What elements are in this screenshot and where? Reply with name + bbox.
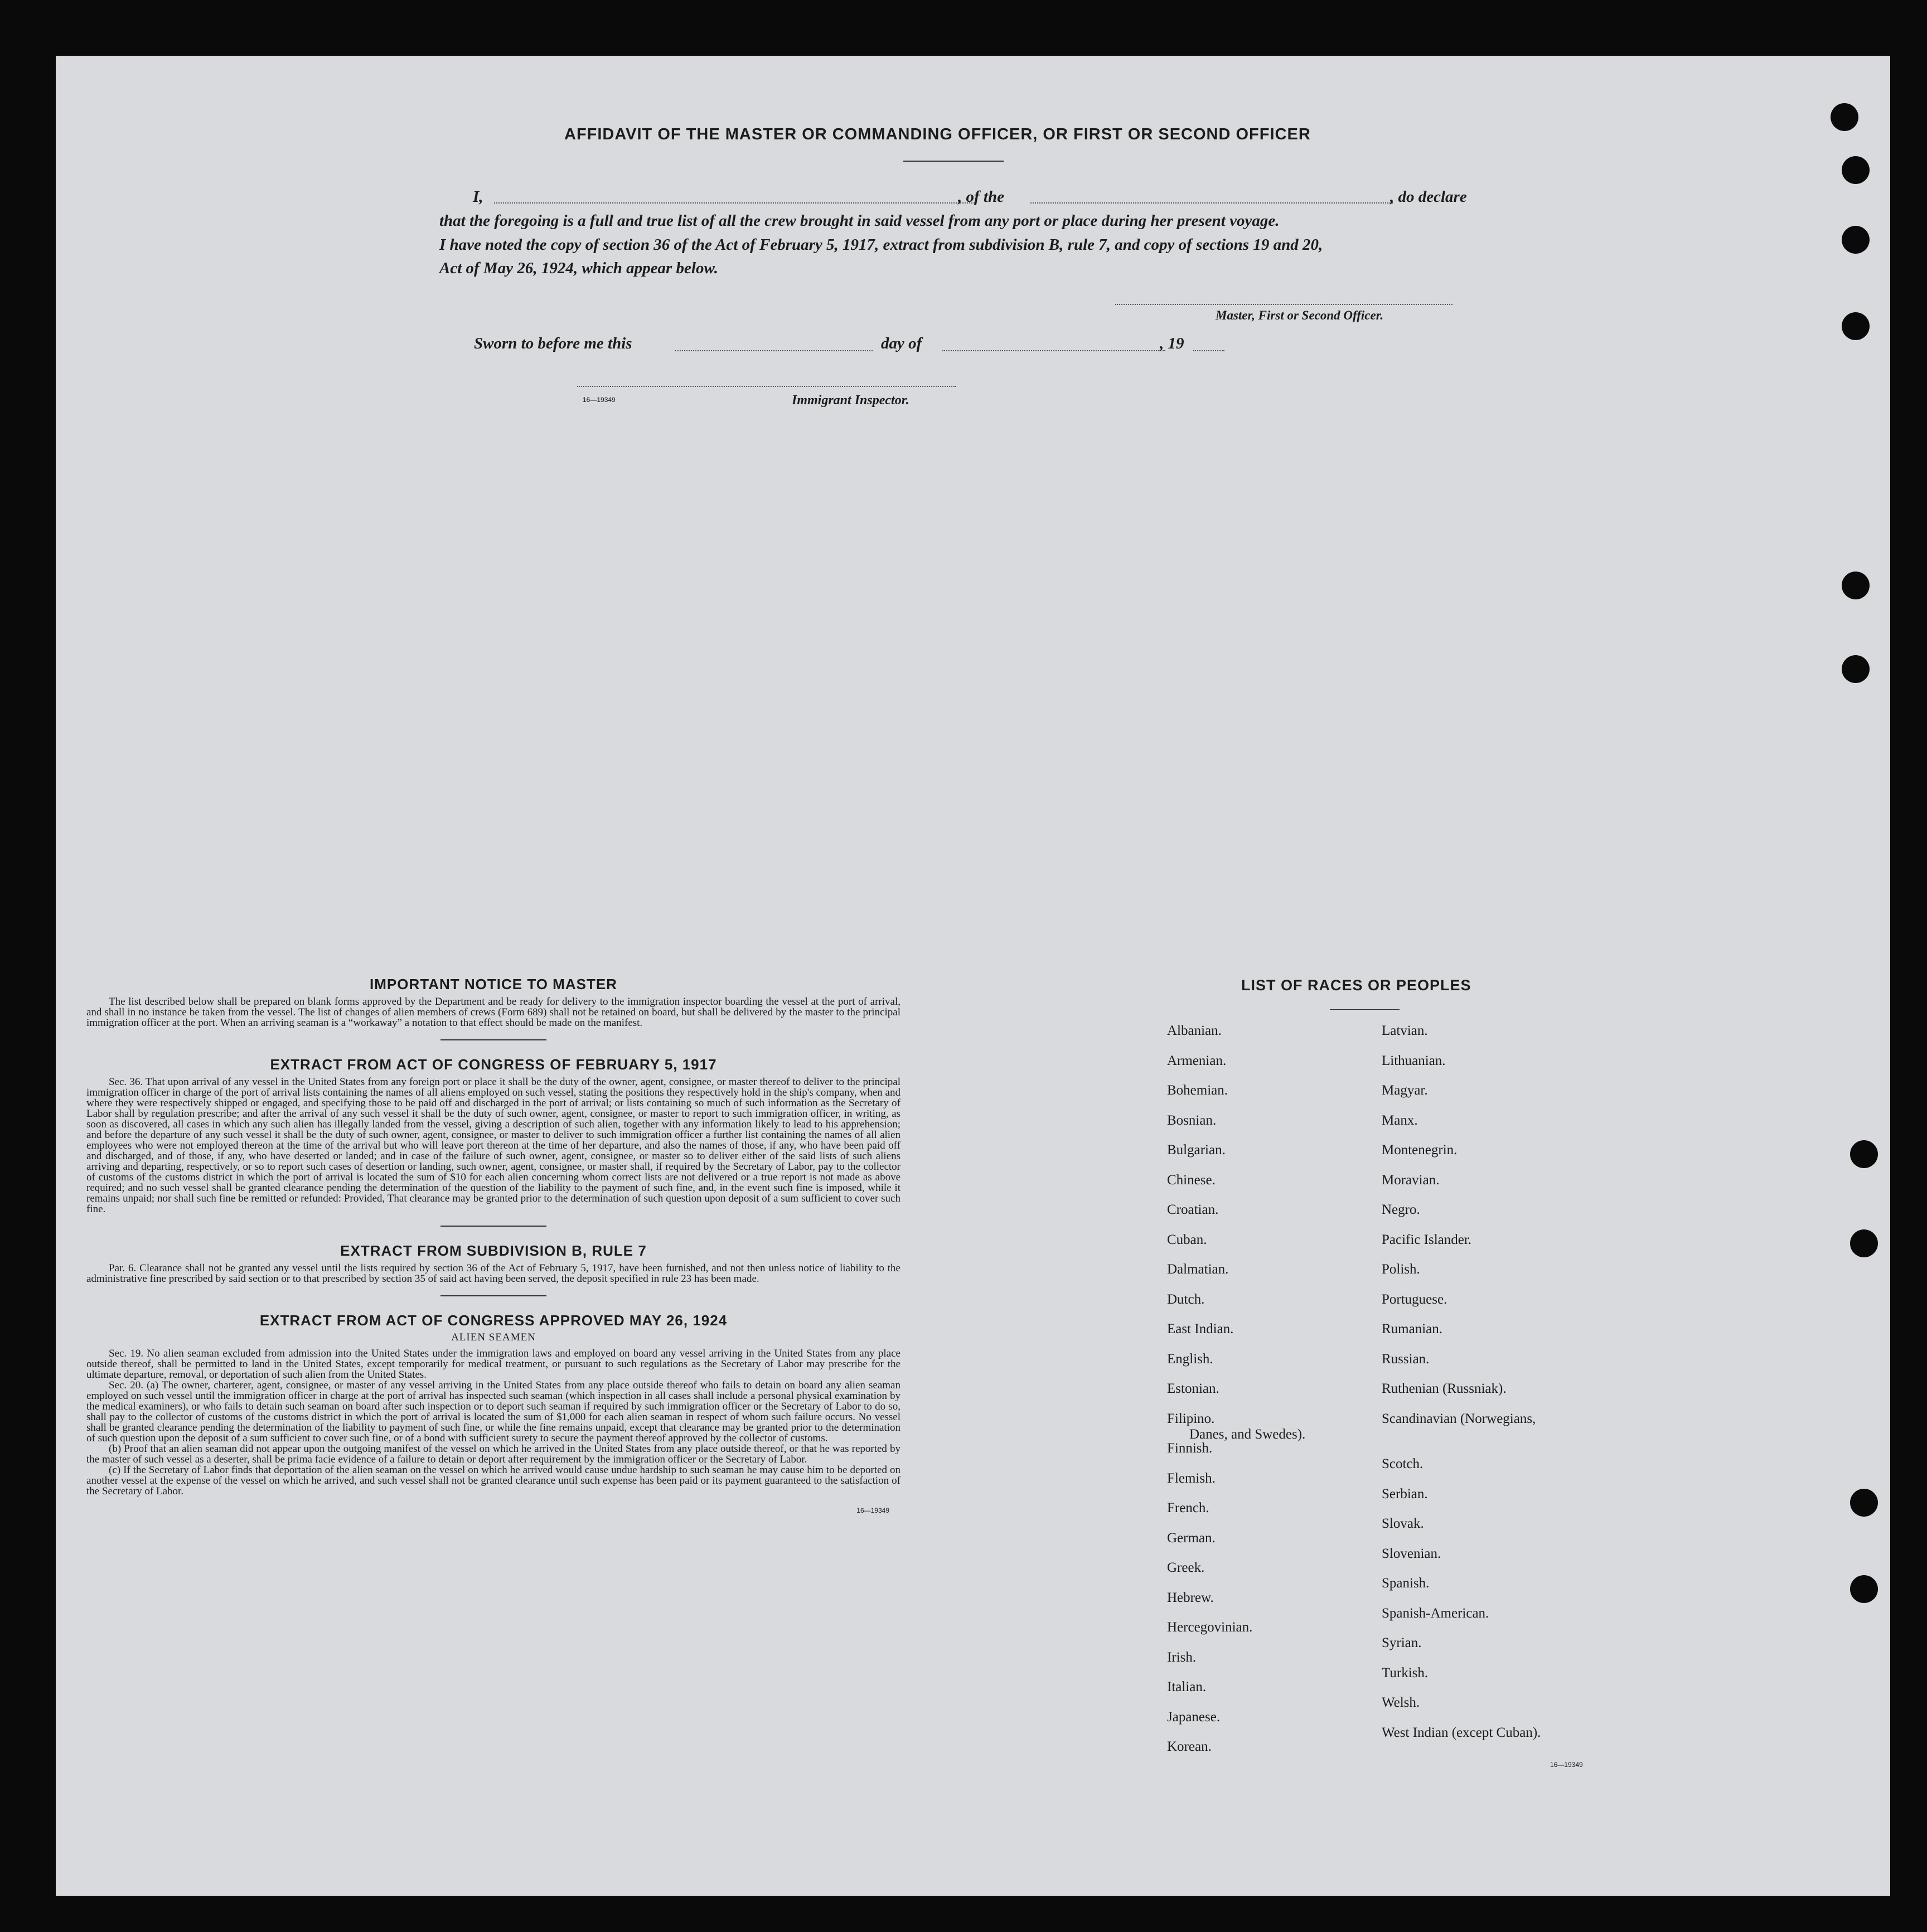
alien-seamen-subtitle: ALIEN SEAMEN <box>451 1331 536 1343</box>
sec-20a-paragraph: Sec. 20. (a) The owner, charterer, agent, consignee, or master of any vessel arriving in the United States from any place outside thereof who fails to detain on board any alien seaman employed on such vessel until the immigration officer in charge at the port of arrival has inspected such seaman (which inspection in all cases shall include a personal physical examination by the medical examiners), or who fails to detain such seaman on board after such inspection or to deport such seaman if required by such immigration officer or the Secretary of Labor to do so, shall pay to the collector of customs of the customs district in which the port of arrival is located the sum of $1,000 for each alien seaman in respect of whom such failure occurs. No vessel shall be granted clearance pending the determination of the liability to payment of such fine, or while the fine remains unpaid, except that clearance may be granted prior to the determination of such question upon the deposit of a sum sufficient to cover such fine, or of a bond with sufficient surety to secure the payment thereof approved by the collector of customs. <box>86 1379 900 1444</box>
race-item: Serbian. <box>1382 1486 1428 1502</box>
affidavit-title: AFFIDAVIT OF THE MASTER OR COMMANDING OFFICER, OR FIRST OR SECOND OFFICER <box>564 125 1311 143</box>
race-item: Rumanian. <box>1382 1321 1443 1337</box>
divider <box>1330 1009 1400 1010</box>
punch-hole <box>1842 572 1870 599</box>
punch-hole <box>1842 312 1870 340</box>
race-item: Scandinavian (Norwegians, <box>1382 1411 1536 1426</box>
race-item: Greek. <box>1167 1560 1205 1575</box>
signature-label: Master, First or Second Officer. <box>1216 308 1384 322</box>
race-item: Albanian. <box>1167 1023 1222 1038</box>
race-item: Portuguese. <box>1382 1292 1447 1307</box>
affidavit-do-declare: , do declare <box>1390 188 1467 206</box>
race-item: Slovak. <box>1382 1516 1424 1531</box>
extract-1917-text <box>86 1077 900 1214</box>
affidavit-line-2: that the foregoing is a full and true list of all the crew brought in said vessel from any port or place during her present voyage. <box>439 212 1280 230</box>
rule-7-text <box>86 1263 900 1284</box>
race-item: Bosnian. <box>1167 1113 1217 1128</box>
race-item: Moravian. <box>1382 1173 1440 1188</box>
year-prefix: , 19 <box>1160 335 1184 352</box>
race-item: Armenian. <box>1167 1053 1227 1068</box>
punch-hole <box>1831 103 1858 131</box>
race-item: German. <box>1167 1531 1216 1546</box>
notices-column <box>86 976 900 1514</box>
race-item: Spanish. <box>1382 1576 1430 1591</box>
form-number: 16—19349 <box>856 1507 889 1514</box>
race-item: Polish. <box>1382 1262 1420 1277</box>
race-item: Italian. <box>1167 1679 1207 1694</box>
race-item: Russian. <box>1382 1352 1430 1367</box>
signature-blank[interactable] <box>1115 304 1452 305</box>
divider <box>440 1295 546 1296</box>
race-item: Lithuanian. <box>1382 1053 1446 1068</box>
race-item: Croatian. <box>1167 1202 1219 1217</box>
race-item: Hercegovinian. <box>1167 1620 1253 1635</box>
form-number: 16—19349 <box>583 396 616 404</box>
races-title: LIST OF RACES OR PEOPLES <box>1241 977 1471 994</box>
divider <box>440 1226 546 1227</box>
sec-20c-paragraph: (c) If the Secretary of Labor finds that deportation of the alien seaman on the vessel on which he arrived would cause undue hardship to such seaman he may cause him to be deported on another vessel at the expense of the vessel on which he arrived, and such vessel shall not be granted clearance until such expense has been paid or its payment guaranteed to the satisfaction of the Secretary of Labor. <box>86 1464 900 1497</box>
form-number: 16—19349 <box>1550 1761 1583 1769</box>
race-item: Magyar. <box>1382 1083 1428 1098</box>
race-item: West Indian (except Cuban). <box>1382 1725 1541 1740</box>
race-item: French. <box>1167 1500 1209 1515</box>
race-item: Turkish. <box>1382 1665 1429 1681</box>
affidavit-line-3: I have noted the copy of section 36 of the Act of February 5, 1917, extract from subdivision B, rule 7, and copy of sections 19 and 20, <box>439 236 1323 254</box>
race-item: Negro. <box>1382 1202 1420 1217</box>
races-list <box>1167 1023 1624 1765</box>
race-item: Spanish-American. <box>1382 1606 1489 1621</box>
race-item: Danes, and Swedes). <box>1189 1427 1306 1442</box>
race-item: Korean. <box>1167 1739 1212 1754</box>
punch-hole <box>1850 1575 1878 1603</box>
punch-hole <box>1850 1140 1878 1168</box>
extract-1917-title: EXTRACT FROM ACT OF CONGRESS OF FEBRUARY 5, 1917 <box>270 1056 717 1073</box>
sworn-day-blank[interactable] <box>675 350 873 351</box>
punch-hole <box>1842 226 1870 254</box>
punch-hole <box>1842 655 1870 683</box>
race-item: Irish. <box>1167 1650 1197 1665</box>
race-item: Estonian. <box>1167 1381 1219 1396</box>
divider <box>903 161 1004 162</box>
race-item: Filipino. <box>1167 1411 1215 1426</box>
affidavit-i: I, <box>473 188 483 206</box>
notice-title: IMPORTANT NOTICE TO MASTER <box>370 976 617 992</box>
race-item: English. <box>1167 1352 1213 1367</box>
race-item: Bulgarian. <box>1167 1142 1226 1158</box>
race-item: Latvian. <box>1382 1023 1428 1038</box>
sworn-label: Sworn to before me this <box>474 335 632 352</box>
race-item: Japanese. <box>1167 1710 1221 1725</box>
par-6-paragraph: Par. 6. Clearance shall not be granted any vessel until the lists required by section 36 of the Act of February 5, 1917, have been furnished, and not then unless notice of liability to the administrative fine prescribed by said section or to that prescribed by section 35 of said act having been served, the deposit specified in rule 23 has been made. <box>86 1262 900 1285</box>
race-item: Bohemian. <box>1167 1083 1228 1098</box>
race-item: East Indian. <box>1167 1321 1234 1337</box>
race-item: Chinese. <box>1167 1173 1216 1188</box>
race-item: Finnish. <box>1167 1441 1213 1456</box>
race-item: Montenegrin. <box>1382 1142 1458 1158</box>
sec-36-paragraph: Sec. 36. That upon arrival of any vessel in the United States from any foreign port or place it shall be the duty of the owner, agent, consignee, or master thereof to deliver to the principal immigration officer in charge of the port of arrival lists containing the names of all aliens employed on such vessel, stating the positions they respectively hold in the ship's company, when and where they were respectively shipped or engaged, and specifying those to be paid off and discharged in the port of arrival; or lists containing so much of such information as the Secretary of Labor shall by regulation prescribe; and after the arrival of any such vessel it shall be the duty of such owner, agent, consignee, or master to report to such immigration officer, in writing, as soon as discovered, all cases in which any such alien has illegally landed from the vessel, giving a description of such alien, together with any information likely to lead to his apprehension; and before the departure of any such vessel it shall be the duty of such owner, agent, consignee, or master to deliver to such immigration officer a further list containing the names of all alien employees who were not employed thereon at the time of the arrival but who will leave port thereon at the time of her departure, and also the names of those, if any, who have been paid off and discharged, and of those, if any, who have deserted or landed; and in case of the failure of such owner, agent, consignee, or master so to deliver either of the said lists of such aliens arriving and departing, respectively, or so to report such cases of desertion or landing, such owner, agent, consignee, or master shall, if required by the Secretary of Labor, pay to the collector of customs of the customs district in which the port of arrival is located the sum of $10 for each alien concerning whom correct lists are not delivered or a true report is not made as above required; and no such vessel shall be granted clearance pending the determination of the question of the liability to the payment of such fine, and, in the event such fine is imposed, while it remains unpaid; nor shall such fine be remitted or refunded: Provided, That clearance may be granted prior to the determination of such question upon deposit of a sum sufficient to cover such fine. <box>86 1076 900 1215</box>
affidavit-line-4: Act of May 26, 1924, which appear below. <box>439 259 718 277</box>
punch-hole <box>1850 1489 1878 1517</box>
punch-hole <box>1842 156 1870 184</box>
sworn-year-blank[interactable] <box>1193 350 1224 351</box>
race-item: Cuban. <box>1167 1232 1207 1247</box>
rule-7-title: EXTRACT FROM SUBDIVISION B, RULE 7 <box>340 1242 647 1259</box>
sworn-month-blank[interactable] <box>942 350 1165 351</box>
race-item: Ruthenian (Russniak). <box>1382 1381 1507 1396</box>
race-item: Syrian. <box>1382 1635 1422 1650</box>
sec-19-paragraph: Sec. 19. No alien seaman excluded from admission into the United States under the immigration laws and employed on board any vessel arriving in the United States from any place outside thereof, shall be permitted to land in the United States, except temporarily for medical treatment, or pursuant to such regulations as the Secretary of Labor may prescribe for the ultimate departure, removal, or deportation of such alien from the United States. <box>86 1348 900 1381</box>
race-item: Scotch. <box>1382 1456 1424 1471</box>
race-item: Pacific Islander. <box>1382 1232 1472 1247</box>
notice-paragraph: The list described below shall be prepared on blank forms approved by the Department and be ready for delivery to the immigration inspector boarding the vessel at the port of arrival, and shall in no instance be taken from the vessel. The list of changes of alien members of crews (Form 689) shall not be retained on board, but shall be delivered by the master to the principal immigration officer at the port. When an arriving seaman is a “workaway” a notation to that effect should be made on the manifest. <box>86 996 900 1029</box>
extract-1924-text <box>86 1348 900 1497</box>
race-item: Dutch. <box>1167 1292 1205 1307</box>
affidavit-of-the: , of the <box>958 188 1004 206</box>
inspector-blank[interactable] <box>577 386 956 387</box>
name-blank[interactable] <box>494 202 975 204</box>
sec-20b-paragraph: (b) Proof that an alien seaman did not appear upon the outgoing manifest of the vessel on which he arrived in the United States from any place outside thereof, or that he was reported by the master of such vessel as a deserter, shall be prima facie evidence of a failure to detain or deport after requirement by the immigration officer or the Secretary of Labor. <box>86 1443 900 1465</box>
inspector-label: Immigrant Inspector. <box>792 393 909 408</box>
race-item: Flemish. <box>1167 1471 1216 1486</box>
divider <box>440 1039 546 1040</box>
sworn-line <box>474 335 1255 357</box>
race-item: Dalmatian. <box>1167 1262 1229 1277</box>
notice-text <box>86 996 900 1028</box>
race-item: Hebrew. <box>1167 1590 1214 1605</box>
race-item: Manx. <box>1382 1113 1418 1128</box>
race-item: Welsh. <box>1382 1695 1420 1710</box>
extract-1924-title: EXTRACT FROM ACT OF CONGRESS APPROVED MAY 26, 1924 <box>259 1312 728 1329</box>
race-item: Slovenian. <box>1382 1546 1441 1561</box>
day-of-label: day of <box>881 335 922 352</box>
vessel-blank[interactable] <box>1030 202 1393 204</box>
punch-hole <box>1850 1229 1878 1257</box>
affidavit-line-1 <box>473 188 1476 210</box>
